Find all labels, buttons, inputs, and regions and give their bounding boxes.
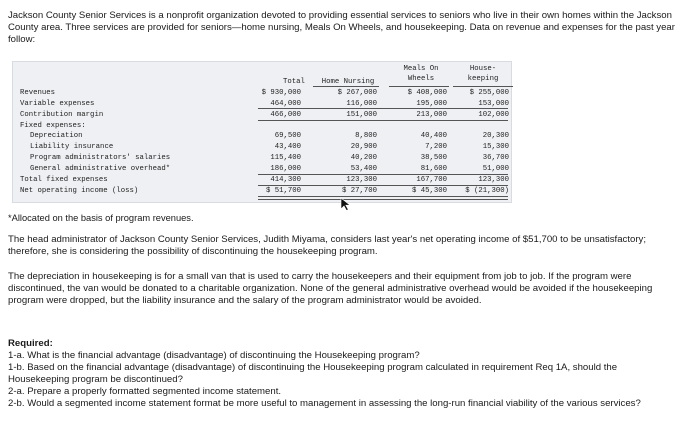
header-home-nursing: Home Nursing <box>321 78 375 86</box>
cell-housekeeping: 36,700 <box>482 154 509 162</box>
row-label: General administrative overhead* <box>30 165 171 173</box>
mouse-pointer-icon <box>340 197 352 211</box>
header-meals-line1: Meals On <box>403 65 439 73</box>
rule-contribution-margin <box>258 120 508 121</box>
cell-meals-on-wheels: 7,200 <box>425 143 447 151</box>
cell-meals-on-wheels: 81,600 <box>420 165 447 173</box>
administrator-paragraph: The head administrator of Jackson County Senior Services, Judith Miyama, considers last year's net operating income of $51,700 to be unsatisfactory; therefore, she is considering the possibility of discontinuing the housekeeping program. <box>8 234 647 257</box>
cell-home-nursing: 116,000 <box>346 100 377 108</box>
financial-data-table <box>12 61 512 203</box>
cell-meals-on-wheels: 195,000 <box>416 100 447 108</box>
cell-home-nursing: $ 27,700 <box>341 187 377 195</box>
requirement-2a: 2-a. Prepare a properly formatted segmented income statement. <box>8 386 282 397</box>
double-rule-net-income <box>258 196 508 200</box>
row-label: Depreciation <box>30 132 83 140</box>
rule-variable-expenses <box>258 108 508 109</box>
row-label: Fixed expenses: <box>20 122 86 130</box>
row-label: Liability insurance <box>30 143 114 151</box>
requirement-2b: 2-b. Would a segmented income statement format be more useful to management in assessing the long-run financial viability of the various services? <box>8 398 641 409</box>
cell-home-nursing: 20,900 <box>350 143 377 151</box>
cell-home-nursing: 151,000 <box>346 111 377 119</box>
row-label: Revenues <box>20 89 56 97</box>
requirement-1a: 1-a. What is the financial advantage (disadvantage) of discontinuing the Housekeeping program? <box>8 350 420 361</box>
cell-meals-on-wheels: $ 45,300 <box>411 187 447 195</box>
cell-housekeeping: 102,000 <box>478 111 509 119</box>
row-label: Total fixed expenses <box>20 176 108 184</box>
rule-overhead <box>258 174 508 175</box>
cell-housekeeping: $ (21,300) <box>465 187 509 195</box>
cell-home-nursing: 8,800 <box>355 132 377 140</box>
cell-housekeeping: 15,300 <box>482 143 509 151</box>
cell-total: 115,400 <box>270 154 301 162</box>
header-underline-nursing <box>313 86 379 87</box>
cell-housekeeping: 20,300 <box>482 132 509 140</box>
allocation-footnote: *Allocated on the basis of program revenues. <box>8 213 194 223</box>
rule-total-fixed <box>258 185 508 186</box>
header-underline-meals <box>389 86 449 87</box>
cell-total: 414,300 <box>270 176 301 184</box>
row-label: Net operating income (loss) <box>20 187 139 195</box>
cell-meals-on-wheels: 38,500 <box>420 154 447 162</box>
cell-total: $ 930,000 <box>261 89 301 97</box>
cell-total: $ 51,700 <box>265 187 301 195</box>
cell-home-nursing: $ 267,000 <box>337 89 377 97</box>
depreciation-paragraph: The depreciation in housekeeping is for a small van that is used to carry the housekeepers and their equipment from job to job. If the program were discontinued, the van would be donated to a charitable organization. None of the general administrative overhead would be avoided if the housekeeping program were dropped, but the liability insurance and the salary of the program administrator would be avoided. <box>8 271 653 306</box>
cell-meals-on-wheels: 167,700 <box>416 176 447 184</box>
requirement-1b: 1-b. Based on the financial advantage (disadvantage) of discontinuing the Housekeeping program calculated in requirement Req 1A, should the Housekeeping program be discontinued? <box>8 362 618 385</box>
intro-paragraph: Jackson County Senior Services is a nonprofit organization devoted to providing essential services to seniors who live in their own homes within the Jackson County area. Three services are provided for seniors—home nursing, Meals On Wheels, and housekeeping. Data on revenue and expenses for the past year follow: <box>8 10 675 45</box>
cell-home-nursing: 123,300 <box>346 176 377 184</box>
required-section <box>8 338 680 410</box>
header-underline-housekeeping <box>453 86 513 87</box>
cell-housekeeping: $ 255,000 <box>469 89 509 97</box>
cell-total: 464,000 <box>270 100 301 108</box>
header-total: Total <box>283 78 305 86</box>
header-housekeeping-line2: keeping <box>467 75 499 83</box>
cell-total: 186,000 <box>270 165 301 173</box>
cell-home-nursing: 40,200 <box>350 154 377 162</box>
cell-home-nursing: 53,400 <box>350 165 377 173</box>
row-label: Variable expenses <box>20 100 95 108</box>
cell-meals-on-wheels: 213,000 <box>416 111 447 119</box>
cell-total: 43,400 <box>274 143 301 151</box>
cell-meals-on-wheels: $ 408,000 <box>407 89 447 97</box>
required-title: Required: <box>8 338 53 349</box>
cell-housekeeping: 123,300 <box>478 176 509 184</box>
cell-total: 69,500 <box>274 132 301 140</box>
row-label: Program administrators' salaries <box>30 154 171 162</box>
row-label: Contribution margin <box>20 111 104 119</box>
header-housekeeping-line1: House- <box>469 65 497 73</box>
header-meals-line2: Wheels <box>407 75 435 83</box>
cell-meals-on-wheels: 40,400 <box>420 132 447 140</box>
cell-total: 466,000 <box>270 111 301 119</box>
cell-housekeeping: 51,000 <box>482 165 509 173</box>
cell-housekeeping: 153,000 <box>478 100 509 108</box>
